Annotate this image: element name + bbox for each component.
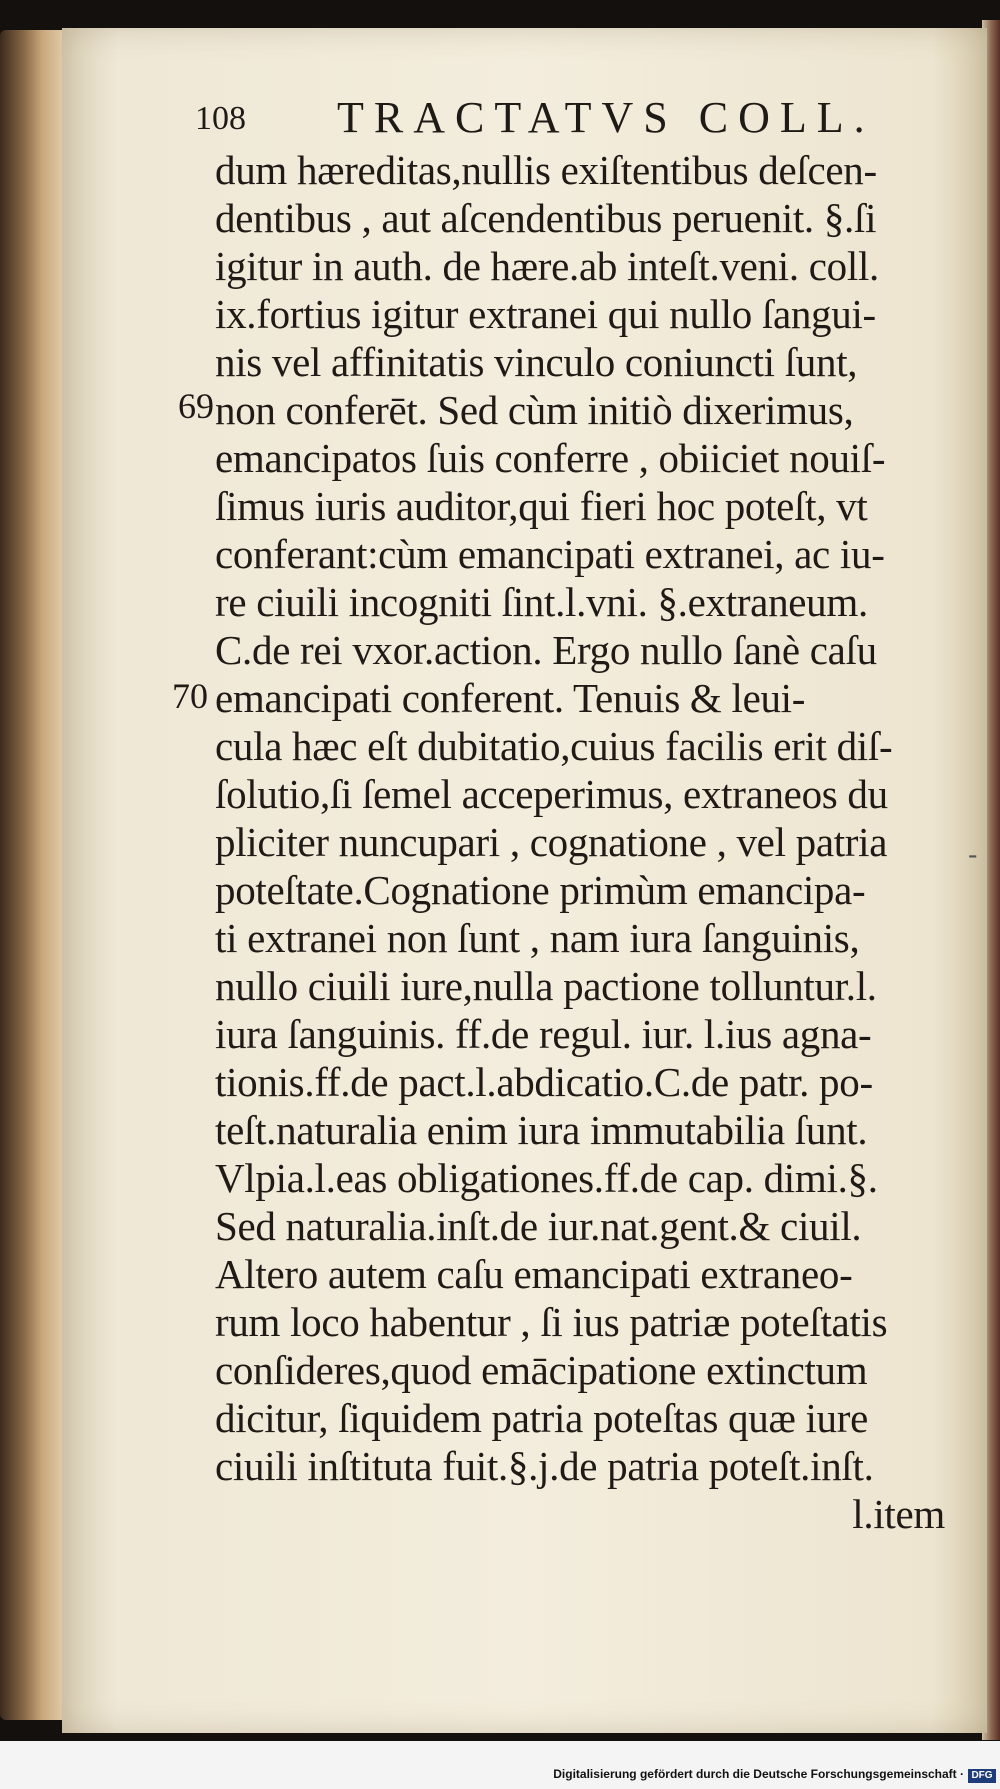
text-line: emancipati conferent. Tenuis & leui- [215, 675, 806, 721]
text-line: dicitur, ſiquidem patria poteſtas quæ iure [215, 1395, 868, 1441]
footer-bar [0, 1741, 1000, 1789]
margin-dash: - [968, 838, 978, 871]
text-line: conferant:cùm emancipati extranei, ac iu- [215, 531, 885, 577]
catchword: l.item [852, 1491, 945, 1537]
text-line: iura ſanguinis. ff.de regul. iur. l.ius agna- [215, 1011, 872, 1057]
text-line: emancipatos ſuis conferre , obiiciet nouiſ- [215, 435, 886, 481]
text-line: Sed naturalia.inſt.de iur.nat.gent.& ciuil. [215, 1203, 862, 1249]
text-line: Altero autem caſu emancipati extraneo- [215, 1251, 853, 1297]
text-line: cula hæc eſt dubitatio,cuius facilis erit diſ- [215, 723, 893, 769]
running-title: TRACTATVS COLL. [337, 93, 875, 142]
text-line: poteſtate.Cognatione primùm emancipa- [215, 867, 866, 913]
page-number: 108 [195, 100, 246, 137]
text-line: tionis.ff.de pact.l.abdicatio.C.de patr. po- [215, 1059, 873, 1105]
text-line: ix.fortius igitur extranei qui nullo ſangui- [215, 291, 876, 337]
text-line: dentibus , aut aſcendentibus peruenit. §.ſi [215, 195, 877, 241]
book-edge-left [0, 30, 70, 1720]
text-line: dum hæreditas,nullis exiſtentibus deſcen- [215, 147, 877, 193]
text-line: pliciter nuncupari , cognatione , vel patria [215, 819, 888, 865]
running-head [195, 88, 895, 148]
text-line: Vlpia.l.eas obligationes.ff.de cap. dimi.§. [215, 1155, 878, 1201]
body-text [215, 146, 955, 1538]
text-line: non conferēt. Sed cùm initiò dixerimus, [215, 387, 854, 433]
text-line: ciuili inſtituta fuit.§.j.de patria poteſt.inſt. [215, 1443, 874, 1489]
dfg-logo: DFG [968, 1769, 996, 1783]
text-line: rum loco habentur , ſi ius patriæ poteſtatis [215, 1299, 888, 1345]
digitization-credit: Digitalisierung gefördert durch die Deutsche Forschungsgemeinschaft · [553, 1767, 964, 1781]
text-line: ſimus iuris auditor,qui fieri hoc poteſt, vt [215, 483, 868, 529]
text-line: nullo ciuili iure,nulla pactione tolluntur.l. [215, 963, 877, 1009]
text-line: conſideres,quod emācipatione extinctum [215, 1347, 868, 1393]
margin-note-70: 70 [172, 676, 208, 716]
text-line: re ciuili incogniti ſint.l.vni. §.extraneum. [215, 579, 868, 625]
text-line: ſolutio,ſi ſemel acceperimus, extraneos du [215, 771, 888, 817]
text-line: C.de rei vxor.action. Ergo nullo ſanè caſu [215, 627, 877, 673]
text-line: igitur in auth. de hære.ab inteſt.veni. coll. [215, 243, 879, 289]
text-line: teſt.naturalia enim iura immutabilia ſunt. [215, 1107, 868, 1153]
text-line: ti extranei non ſunt , nam iura ſanguinis, [215, 915, 860, 961]
margin-note-69: 69 [178, 386, 214, 426]
text-line: nis vel affinitatis vinculo coniuncti ſunt, [215, 339, 858, 385]
